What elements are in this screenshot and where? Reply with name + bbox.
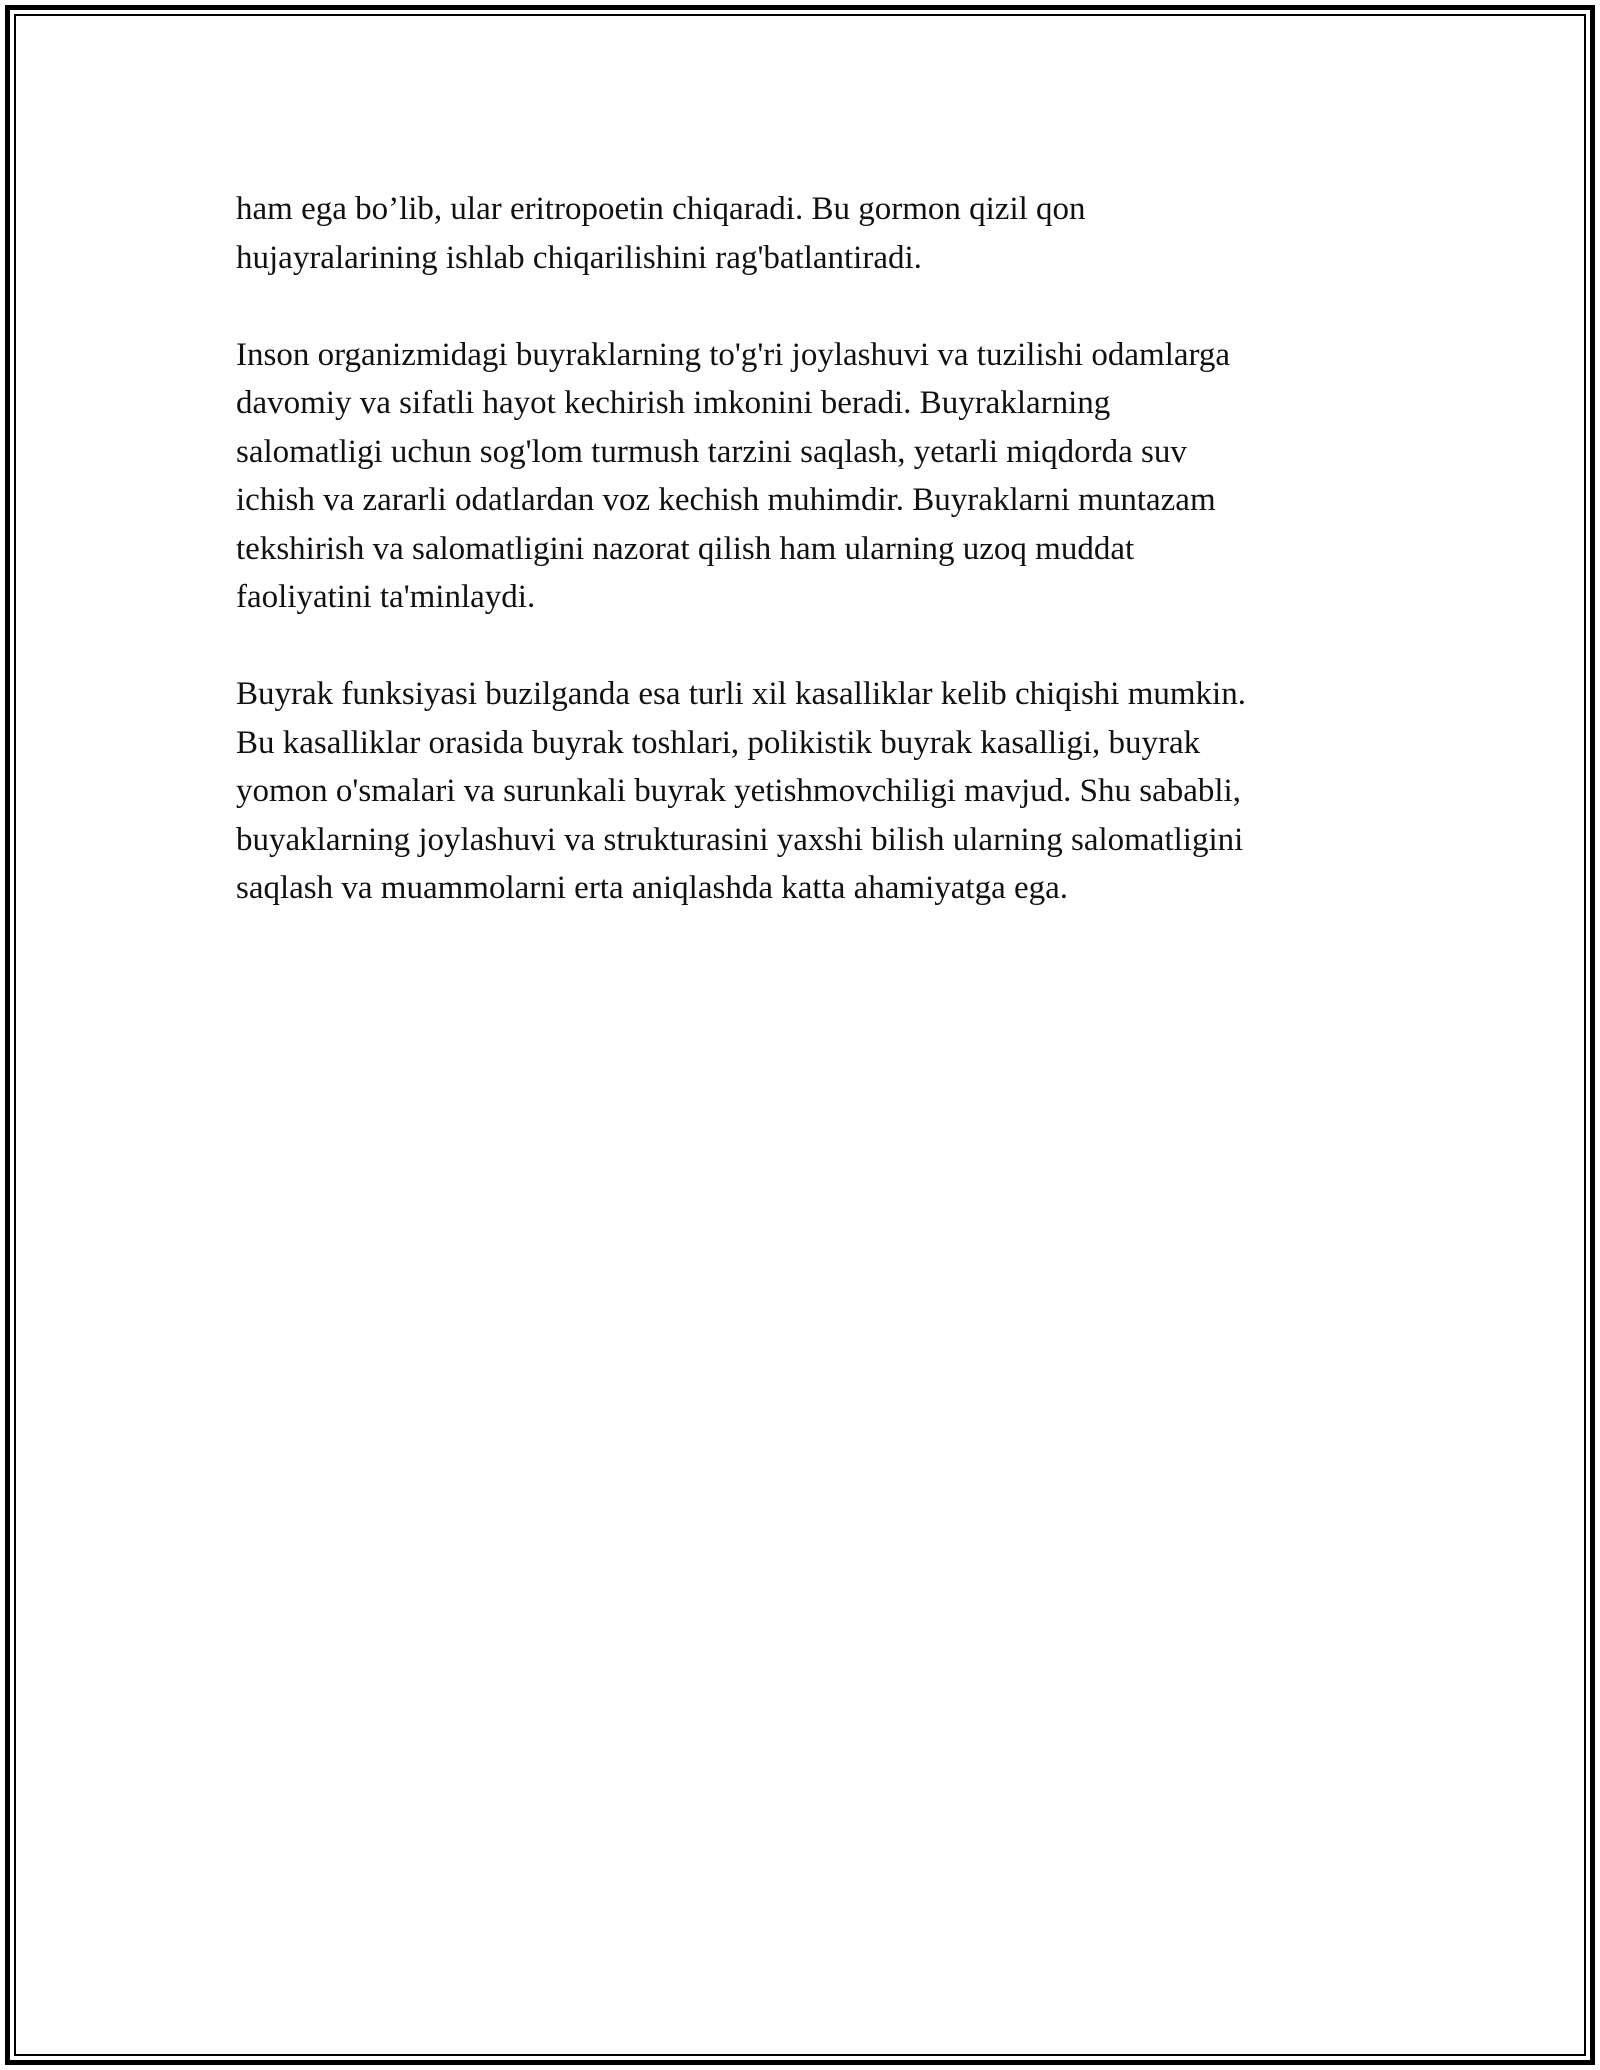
paragraph: Inson organizmidagi buyraklarning to'g'ri joylashuvi va tuzilishi odamlarga davomiy va sifatli hayot kechirish imkonini beradi. Buyraklarning salomatligi uchun sog'lom turmush tarzini saqlash, yetarli miqdorda suv ichish va zararli odatlardan voz kechish muhimdir. Buyraklarni muntazam tekshirish va salomatligini nazorat qilish ham ularning uzoq muddat faoliyatini ta'minlaydi.	[236, 336, 1231, 615]
paragraph: ham ega bo’lib, ular eritropoetin chiqaradi. Bu gormon qizil qon hujayralarining ishlab chiqarilishini rag'batlantiradi.	[236, 191, 1086, 276]
document-body	[236, 185, 1366, 961]
paragraph: Buyrak funksiyasi buzilganda esa turli xil kasalliklar kelib chiqishi mumkin. Bu kasalliklar orasida buyrak toshlari, polikistik buyrak kasalligi, buyrak yomon o'smalari va surunkali buyrak yetishmovchiligi mavjud. Shu sababli, buyaklarning joylashuvi va strukturasini yaxshi bilish ularning salomatligini saqlash va muammolarni erta aniqlashda katta ahamiyatga ega.	[236, 676, 1246, 906]
